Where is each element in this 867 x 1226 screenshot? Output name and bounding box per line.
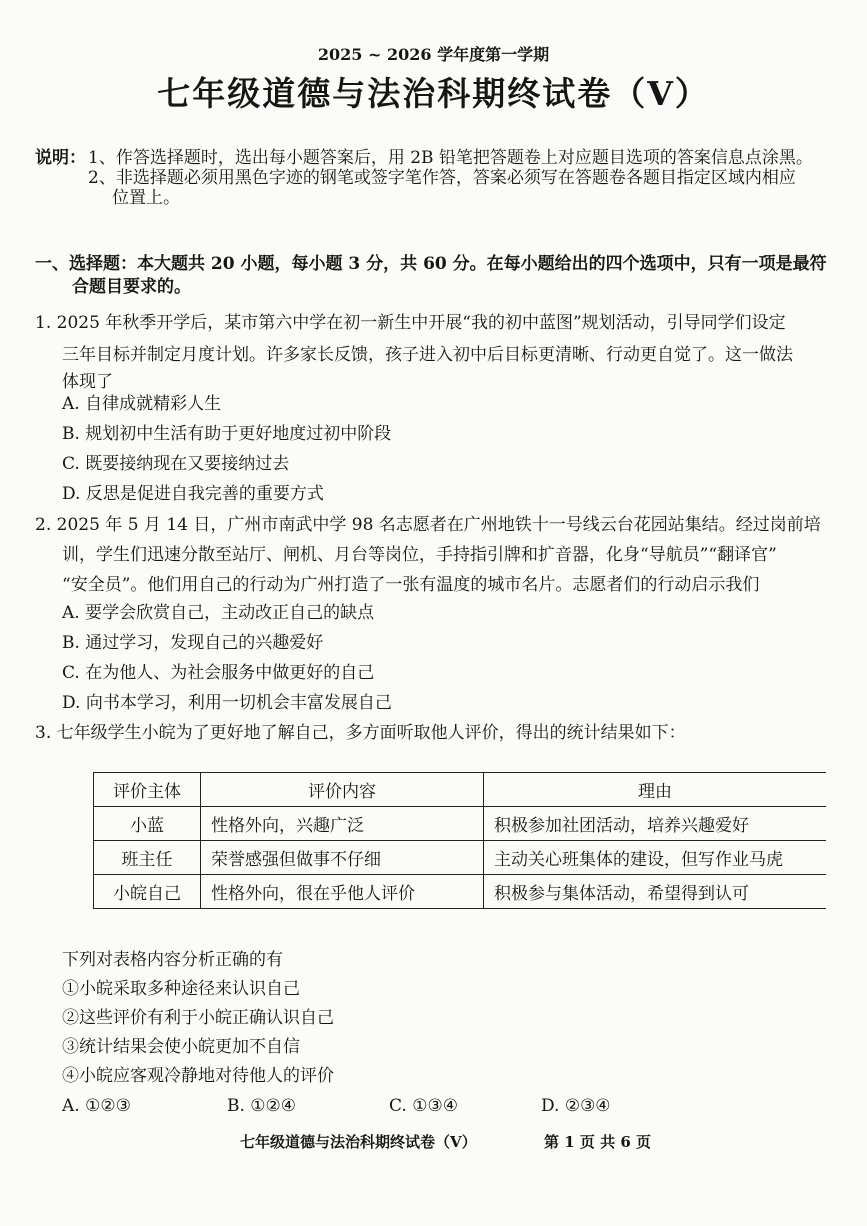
q3-prompt: 下列对表格内容分析正确的有 bbox=[62, 950, 283, 970]
table-row bbox=[94, 875, 827, 909]
q2-stem-line2: 训，学生们迅速分散至站厅、闸机、月台等岗位，手持指引牌和扩音器，化身“导航员”“翻译官” bbox=[62, 545, 777, 565]
q3-option-a: A. ①②③ bbox=[62, 1096, 131, 1116]
q1-option-a: A. 自律成就精彩人生 bbox=[62, 394, 222, 414]
q1-option-d: D. 反思是促进自我完善的重要方式 bbox=[62, 484, 324, 504]
q3-statement-1: ①小皖采取多种途径来认识自己 bbox=[62, 979, 300, 999]
table-header-cell: 评价主体 bbox=[94, 773, 201, 807]
q1-option-b: B. 规划初中生活有助于更好地度过初中阶段 bbox=[62, 424, 392, 444]
q3-statement-3: ③统计结果会使小皖更加不自信 bbox=[62, 1037, 300, 1057]
table-header-row bbox=[94, 773, 827, 807]
evaluation-table bbox=[93, 772, 826, 909]
table-header-cell: 评价内容 bbox=[201, 773, 484, 807]
q2-stem-line1: 2. 2025 年 5 月 14 日，广州市南武中学 98 名志愿者在广州地铁十一号线云台花园站集结。经过岗前培 bbox=[35, 515, 821, 535]
table-cell: 小蓝 bbox=[94, 807, 201, 841]
q2-option-d: D. 向书本学习，利用一切机会丰富发展自己 bbox=[62, 693, 392, 713]
table-header-cell: 理由 bbox=[484, 773, 827, 807]
table-cell: 小皖自己 bbox=[94, 875, 201, 909]
table-cell: 荣誉感强但做事不仔细 bbox=[201, 841, 484, 875]
section-line2: 合题目要求的。 bbox=[72, 277, 191, 297]
q2-stem-line3: “安全员”。他们用自己的行动为广州打造了一张有温度的城市名片。志愿者们的行动启示我们 bbox=[62, 575, 760, 595]
table-cell: 性格外向，很在乎他人评价 bbox=[201, 875, 484, 909]
instruction-1: 1、作答选择题时，选出每小题答案后，用 2B 铅笔把答题卷上对应题目选项的答案信息点涂黑。 bbox=[88, 148, 813, 168]
q2-option-b: B. 通过学习，发现自己的兴趣爱好 bbox=[62, 633, 324, 653]
instructions-label: 说明： bbox=[35, 148, 86, 168]
q1-stem-line1: 1. 2025 年秋季开学后，某市第六中学在初一新生中开展“我的初中蓝图”规划活动，引导同学们设定 bbox=[35, 313, 786, 333]
q3-option-b: B. ①②④ bbox=[227, 1096, 297, 1116]
instruction-2-line2: 位置上。 bbox=[112, 188, 180, 208]
q1-option-c: C. 既要接纳现在又要接纳过去 bbox=[62, 454, 290, 474]
table-row bbox=[94, 807, 827, 841]
q3-statement-4: ④小皖应客观冷静地对待他人的评价 bbox=[62, 1066, 334, 1086]
table-cell: 积极参加社团活动，培养兴趣爱好 bbox=[484, 807, 827, 841]
footer-title: 七年级道德与法治科期终试卷（V） bbox=[240, 1133, 477, 1151]
page-number: 第 1 页 共 6 页 bbox=[544, 1133, 651, 1151]
q2-option-a: A. 要学会欣赏自己，主动改正自己的缺点 bbox=[62, 603, 375, 623]
section-line1: 一、选择题：本大题共 20 小题，每小题 3 分，共 60 分。在每小题给出的四个选项中，只有一项是最符 bbox=[35, 254, 827, 274]
table-cell: 性格外向，兴趣广泛 bbox=[201, 807, 484, 841]
instruction-2-line1: 2、非选择题必须用黑色字迹的钢笔或签字笔作答，答案必须写在答题卷各题目指定区域内相应 bbox=[88, 168, 796, 188]
table-cell: 班主任 bbox=[94, 841, 201, 875]
table-row bbox=[94, 841, 827, 875]
table-cell: 主动关心班集体的建设，但写作业马虎 bbox=[484, 841, 827, 875]
q1-stem-line3: 体现了 bbox=[62, 372, 113, 392]
q3-statement-2: ②这些评价有利于小皖正确认识自己 bbox=[62, 1008, 334, 1028]
exam-title: 七年级道德与法治科期终试卷（V） bbox=[157, 74, 710, 113]
q1-stem-line2: 三年目标并制定月度计划。许多家长反馈，孩子进入初中后目标更清晰、行动更自觉了。这一做法 bbox=[62, 345, 793, 365]
q3-option-d: D. ②③④ bbox=[541, 1096, 611, 1116]
q3-stem: 3. 七年级学生小皖为了更好地了解自己，多方面听取他人评价，得出的统计结果如下： bbox=[35, 723, 686, 743]
school-year: 2025 ~ 2026 学年度第一学期 bbox=[317, 45, 550, 64]
q2-option-c: C. 在为他人、为社会服务中做更好的自己 bbox=[62, 663, 375, 683]
q3-option-c: C. ①③④ bbox=[389, 1096, 458, 1116]
table-cell: 积极参与集体活动，希望得到认可 bbox=[484, 875, 827, 909]
